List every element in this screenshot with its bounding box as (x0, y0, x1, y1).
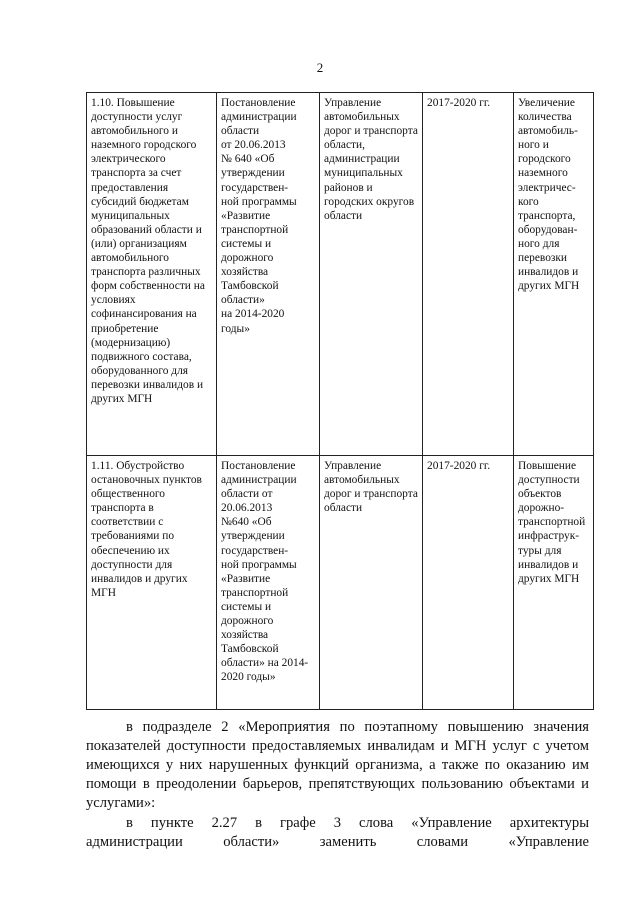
table-row (87, 456, 594, 710)
cell-legal-basis: Постановление администрации области от 20.06.2013 №640 «Об утверждении государствен- ной программы «Развитие транспортной системы и дорожного хозяйства Тамбовской области» на 2014-2020 годы» (217, 456, 320, 710)
cell-measure: 1.10. Повышение доступности услуг автомобильного и наземного городского электрического транспорта за счет предоставления субсидий бюджетам муниципальных образований области и (или) организациям автомобильного транспорта различных форм собственности на условиях софинансирования на приобретение (модернизацию) подвижного состава, оборудованного для перевозки инвалидов и других МГН (87, 93, 217, 456)
cell-period: 2017-2020 гг. (423, 456, 514, 710)
body-paragraph: администрации области» заменить словами «Управление (86, 834, 589, 850)
table-row (87, 93, 594, 456)
body-paragraph: в подразделе 2 «Мероприятия по поэтапному повышению значения показателей доступности предоставляемых инвалидам и МГН услуг с учетом имеющихся у них нарушенных функций организма, а также по оказанию им помощи в преодолении барьеров, препятствующих пользованию объектами и услугами»: (86, 719, 589, 811)
cell-result: Повышение доступности объектов дорожно- транспортной инфраструк- туры для инвалидов и других МГН (514, 456, 594, 710)
page-number: 2 (316, 60, 324, 75)
body-paragraph: в пункте 2.27 в графе 3 слова «Управление архитектуры (126, 815, 589, 831)
cell-result: Увеличение количества автомобиль- ного и городского наземного электричес- кого транспорта, оборудован- ного для перевозки инвалидов и других МГН (514, 93, 594, 456)
cell-legal-basis: Постановление администрации области от 20.06.2013 № 640 «Об утверждении государствен- ной программы «Развитие транспортной системы и дорожного хозяйства Тамбовской области» на 2014-2020 годы» (217, 93, 320, 456)
measures-table (86, 92, 594, 710)
cell-executor: Управление автомобильных дорог и транспорта области, администрации муниципальных районов и городских округов области (320, 93, 423, 456)
cell-period: 2017-2020 гг. (423, 93, 514, 456)
cell-measure: 1.11. Обустройство остановочных пунктов общественного транспорта в соответствии с требованиями по обеспечению их доступности для инвалидов и других МГН (87, 456, 217, 710)
cell-executor: Управление автомобильных дорог и транспорта области (320, 456, 423, 710)
